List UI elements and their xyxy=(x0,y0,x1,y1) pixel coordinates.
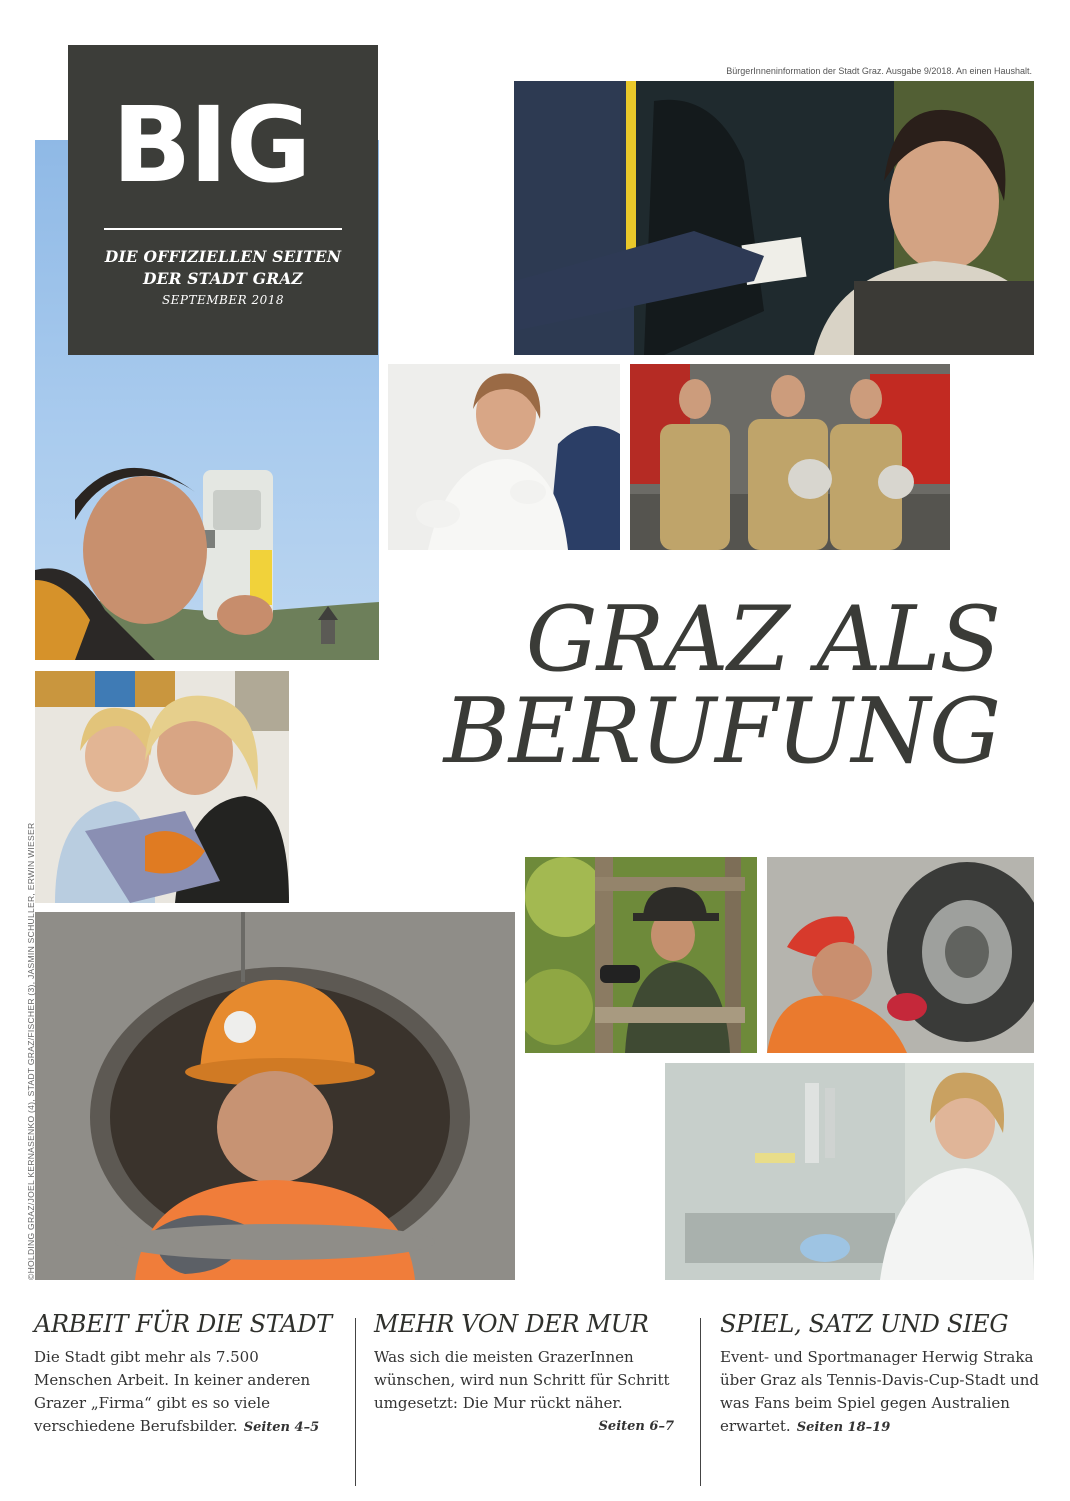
teaser-title: MEHR VON DER MUR xyxy=(374,1310,649,1338)
teaser-mur[interactable] xyxy=(374,1310,674,1438)
lab-scientist-photo xyxy=(665,1063,1034,1280)
column-divider xyxy=(700,1318,701,1486)
column-divider xyxy=(355,1318,356,1486)
teaser-title: SPIEL, SATZ UND SIEG xyxy=(720,1310,1009,1338)
masthead-tagline-1: DIE OFFIZIELLEN SEITEN xyxy=(104,247,342,266)
teaser-text: Die Stadt gibt mehr als 7.500 Menschen Arbeit. In keiner anderen Grazer „Firma“ gibt es so viele verschiedene Berufsbilder. Seiten 4–5 xyxy=(34,1348,320,1435)
teaser-text: Event- und Sportmanager Herwig Straka über Graz als Tennis-Davis-Cup-Stadt und was Fans beim Spiel gegen Australien erwartet. Seiten 18–19 xyxy=(720,1348,1040,1435)
teaser-arbeit[interactable] xyxy=(34,1310,334,1439)
bus-driver-photo xyxy=(514,81,1034,355)
main-headline xyxy=(340,587,1000,784)
teaser-pages: Seiten 18–19 xyxy=(796,1420,891,1435)
big-logo: BIG xyxy=(112,84,310,206)
photo-credit-text: ©HOLDING GRAZ/JOEL KERNASENKO (4), STADT GRAZ/FISCHER (3), JASMIN SCHULLER, ERWIN WIESER xyxy=(26,822,36,1280)
masthead-rule xyxy=(104,228,342,230)
teaser-pages: Seiten 6–7 xyxy=(598,1419,674,1434)
teaser-title: ARBEIT FÜR DIE STADT xyxy=(34,1310,332,1338)
masthead xyxy=(68,45,378,355)
masthead-tagline-2: DER STADT GRAZ xyxy=(142,269,304,288)
sewer-worker-photo xyxy=(35,912,515,1280)
issue-date: SEPTEMBER 2018 xyxy=(161,293,285,307)
teaser-pages: Seiten 4–5 xyxy=(243,1420,320,1435)
headline-line-2: BERUFUNG xyxy=(443,679,1000,784)
hunter-photo xyxy=(525,857,757,1053)
teaser-davis-cup[interactable] xyxy=(720,1310,1040,1439)
issue-note: BürgerInneninformation der Stadt Graz. Ausgabe 9/2018. An einen Haushalt. xyxy=(726,66,1032,76)
reading-photo xyxy=(35,671,289,903)
nurse-photo xyxy=(388,364,620,550)
photo-credit xyxy=(24,820,38,1280)
mechanic-photo xyxy=(767,857,1034,1053)
teaser-text: Was sich die meisten GrazerInnen wünschen, wird nun Schritt für Schritt umgesetzt: Die Mur rückt näher. Seiten 6–7 xyxy=(374,1346,674,1415)
firefighters-photo xyxy=(630,364,950,550)
headline-line-1: GRAZ ALS xyxy=(525,587,1000,692)
